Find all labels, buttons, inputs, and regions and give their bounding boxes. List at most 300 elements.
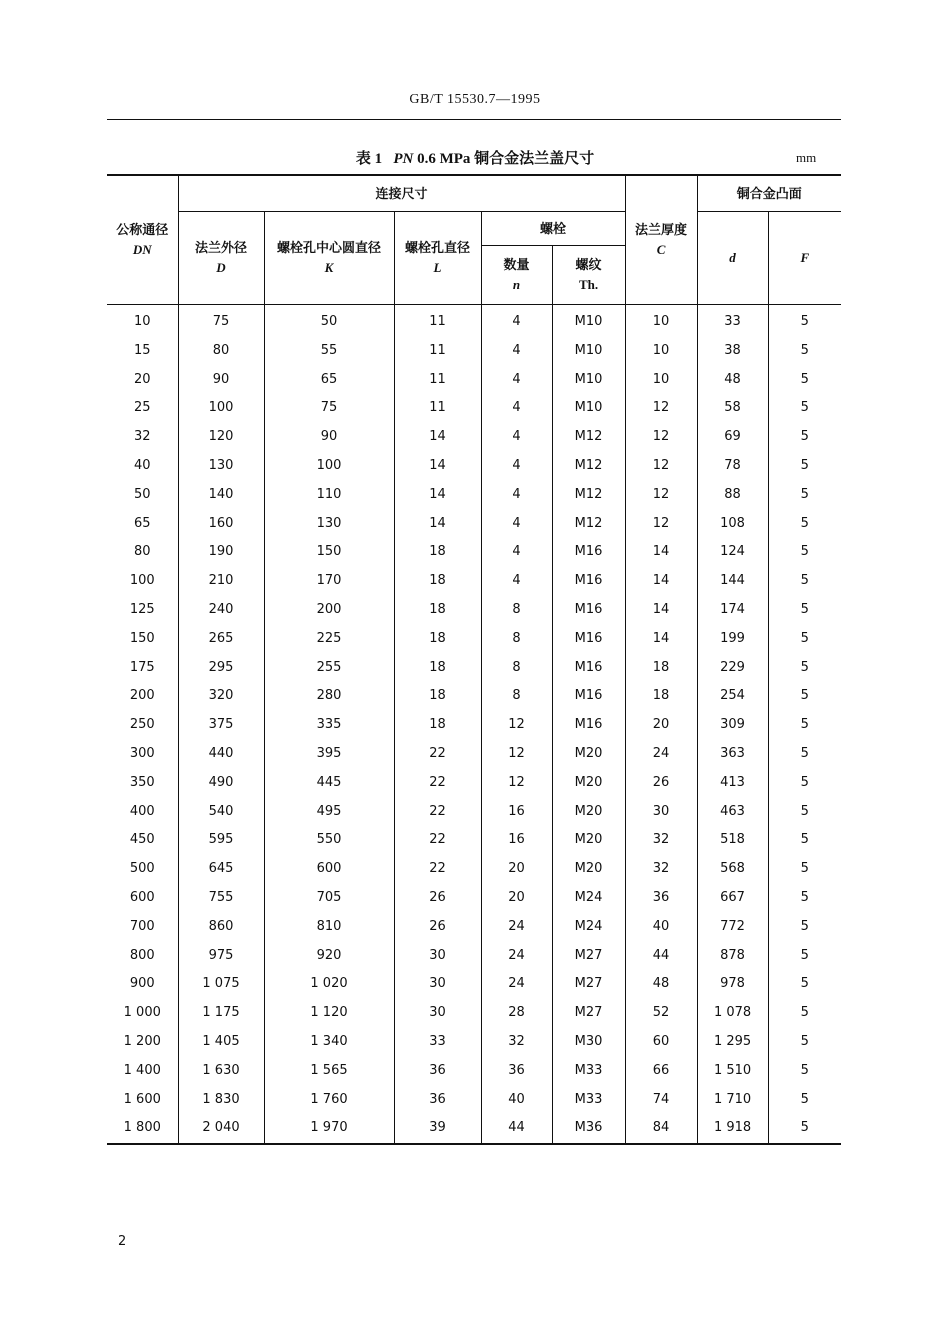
header-bolt-circle: 螺栓孔中心圆直径 K — [264, 212, 394, 305]
header-raised-face: 铜合金凸面 — [697, 175, 841, 212]
cell-bolt-count: 20 — [481, 884, 552, 913]
cell-face-f: 5 — [768, 337, 841, 366]
cell-dn: 1 800 — [107, 1114, 178, 1144]
cell-bolt-count: 4 — [481, 452, 552, 481]
cell-face-f: 5 — [768, 884, 841, 913]
table-row — [107, 682, 841, 711]
cell-face-f: 5 — [768, 740, 841, 769]
cell-dn: 1 400 — [107, 1057, 178, 1086]
cell-thickness: 26 — [625, 769, 697, 798]
cell-bolt-circle: 55 — [264, 337, 394, 366]
cell-thickness: 10 — [625, 305, 697, 337]
cell-outer-diameter: 595 — [178, 826, 264, 855]
cell-face-f: 5 — [768, 394, 841, 423]
cell-bolt-count: 8 — [481, 625, 552, 654]
cell-bolt-circle: 200 — [264, 596, 394, 625]
cell-thickness: 14 — [625, 625, 697, 654]
cell-hole-diameter: 36 — [394, 1057, 481, 1086]
cell-face-f: 5 — [768, 942, 841, 971]
cell-dn: 500 — [107, 855, 178, 884]
cell-face-d: 48 — [697, 366, 768, 395]
cell-face-d: 33 — [697, 305, 768, 337]
cell-thread: M16 — [552, 625, 625, 654]
cell-bolt-count: 16 — [481, 826, 552, 855]
cell-bolt-circle: 225 — [264, 625, 394, 654]
cell-outer-diameter: 75 — [178, 305, 264, 337]
cell-dn: 15 — [107, 337, 178, 366]
cell-thickness: 12 — [625, 510, 697, 539]
cell-thickness: 18 — [625, 654, 697, 683]
table-row — [107, 1028, 841, 1057]
header-bolt-hole-diameter: 螺栓孔直径 L — [394, 212, 481, 305]
cell-hole-diameter: 26 — [394, 913, 481, 942]
cell-dn: 125 — [107, 596, 178, 625]
cell-thread: M16 — [552, 711, 625, 740]
cell-thickness: 14 — [625, 538, 697, 567]
cell-outer-diameter: 2 040 — [178, 1114, 264, 1144]
cell-hole-diameter: 39 — [394, 1114, 481, 1144]
cell-face-f: 5 — [768, 366, 841, 395]
cell-bolt-circle: 170 — [264, 567, 394, 596]
cell-face-f: 5 — [768, 305, 841, 337]
cell-face-d: 124 — [697, 538, 768, 567]
header-nominal-diameter: 公称通径 DN — [107, 175, 178, 305]
cell-face-d: 38 — [697, 337, 768, 366]
cell-thickness: 74 — [625, 1086, 697, 1115]
table-row — [107, 769, 841, 798]
cell-dn: 100 — [107, 567, 178, 596]
cell-bolt-count: 40 — [481, 1086, 552, 1115]
cell-bolt-circle: 445 — [264, 769, 394, 798]
cell-face-d: 254 — [697, 682, 768, 711]
cell-bolt-count: 20 — [481, 855, 552, 884]
table-row — [107, 855, 841, 884]
cell-thread: M20 — [552, 740, 625, 769]
cell-thread: M12 — [552, 510, 625, 539]
cell-bolt-count: 36 — [481, 1057, 552, 1086]
cell-thickness: 10 — [625, 366, 697, 395]
header-d: d — [697, 212, 768, 305]
cell-face-f: 5 — [768, 826, 841, 855]
cell-hole-diameter: 18 — [394, 538, 481, 567]
cell-bolt-circle: 395 — [264, 740, 394, 769]
cell-hole-diameter: 30 — [394, 970, 481, 999]
cell-thickness: 48 — [625, 970, 697, 999]
cell-bolt-count: 12 — [481, 711, 552, 740]
cell-thickness: 12 — [625, 423, 697, 452]
cell-outer-diameter: 265 — [178, 625, 264, 654]
cell-bolt-circle: 705 — [264, 884, 394, 913]
cell-dn: 450 — [107, 826, 178, 855]
table-row — [107, 970, 841, 999]
cell-dn: 1 600 — [107, 1086, 178, 1115]
table-row — [107, 625, 841, 654]
cell-face-f: 5 — [768, 1028, 841, 1057]
table-row — [107, 596, 841, 625]
cell-bolt-circle: 1 120 — [264, 999, 394, 1028]
cell-face-f: 5 — [768, 1114, 841, 1144]
cell-hole-diameter: 22 — [394, 740, 481, 769]
cell-bolt-count: 28 — [481, 999, 552, 1028]
cell-bolt-count: 24 — [481, 913, 552, 942]
cell-dn: 250 — [107, 711, 178, 740]
cell-thread: M33 — [552, 1057, 625, 1086]
cell-thread: M12 — [552, 423, 625, 452]
cell-dn: 65 — [107, 510, 178, 539]
cell-face-d: 229 — [697, 654, 768, 683]
cell-outer-diameter: 755 — [178, 884, 264, 913]
cell-face-d: 1 510 — [697, 1057, 768, 1086]
cell-bolt-circle: 810 — [264, 913, 394, 942]
table-row — [107, 481, 841, 510]
cell-bolt-count: 4 — [481, 510, 552, 539]
cell-hole-diameter: 22 — [394, 798, 481, 827]
cell-face-d: 363 — [697, 740, 768, 769]
cell-face-d: 58 — [697, 394, 768, 423]
cell-outer-diameter: 1 630 — [178, 1057, 264, 1086]
cell-dn: 1 200 — [107, 1028, 178, 1057]
cell-thickness: 30 — [625, 798, 697, 827]
cell-hole-diameter: 22 — [394, 855, 481, 884]
cell-hole-diameter: 14 — [394, 423, 481, 452]
cell-face-d: 174 — [697, 596, 768, 625]
cell-thickness: 20 — [625, 711, 697, 740]
cell-outer-diameter: 320 — [178, 682, 264, 711]
cell-thread: M27 — [552, 970, 625, 999]
cell-dn: 350 — [107, 769, 178, 798]
cell-face-d: 978 — [697, 970, 768, 999]
cell-outer-diameter: 1 175 — [178, 999, 264, 1028]
cell-thickness: 12 — [625, 452, 697, 481]
cell-dn: 25 — [107, 394, 178, 423]
cell-bolt-count: 8 — [481, 682, 552, 711]
flange-dimension-table — [107, 174, 841, 1145]
cell-outer-diameter: 160 — [178, 510, 264, 539]
cell-face-f: 5 — [768, 798, 841, 827]
cell-dn: 150 — [107, 625, 178, 654]
cell-outer-diameter: 1 075 — [178, 970, 264, 999]
cell-bolt-circle: 1 970 — [264, 1114, 394, 1144]
cell-outer-diameter: 140 — [178, 481, 264, 510]
cell-thickness: 66 — [625, 1057, 697, 1086]
cell-thread: M10 — [552, 366, 625, 395]
cell-thread: M12 — [552, 481, 625, 510]
cell-bolt-count: 4 — [481, 305, 552, 337]
cell-thickness: 32 — [625, 855, 697, 884]
cell-face-d: 108 — [697, 510, 768, 539]
cell-thickness: 32 — [625, 826, 697, 855]
cell-hole-diameter: 18 — [394, 682, 481, 711]
caption-prefix: 表 1 — [355, 151, 383, 167]
cell-face-d: 518 — [697, 826, 768, 855]
cell-bolt-circle: 50 — [264, 305, 394, 337]
table-row — [107, 366, 841, 395]
cell-face-f: 5 — [768, 999, 841, 1028]
cell-outer-diameter: 130 — [178, 452, 264, 481]
cell-bolt-count: 44 — [481, 1114, 552, 1144]
header-connection-dimensions: 连接尺寸 — [178, 175, 625, 212]
cell-outer-diameter: 120 — [178, 423, 264, 452]
cell-dn: 700 — [107, 913, 178, 942]
cell-face-f: 5 — [768, 423, 841, 452]
cell-thickness: 52 — [625, 999, 697, 1028]
cell-bolt-circle: 130 — [264, 510, 394, 539]
cell-thickness: 10 — [625, 337, 697, 366]
cell-bolt-count: 8 — [481, 596, 552, 625]
cell-face-d: 144 — [697, 567, 768, 596]
cell-outer-diameter: 80 — [178, 337, 264, 366]
cell-dn: 400 — [107, 798, 178, 827]
cell-face-d: 309 — [697, 711, 768, 740]
cell-face-f: 5 — [768, 1086, 841, 1115]
table-row — [107, 423, 841, 452]
cell-hole-diameter: 30 — [394, 999, 481, 1028]
cell-outer-diameter: 210 — [178, 567, 264, 596]
header-bolt: 螺栓 — [481, 212, 625, 246]
cell-thread: M16 — [552, 682, 625, 711]
table-row — [107, 654, 841, 683]
cell-face-f: 5 — [768, 913, 841, 942]
cell-face-d: 1 078 — [697, 999, 768, 1028]
table-row — [107, 510, 841, 539]
cell-outer-diameter: 1 830 — [178, 1086, 264, 1115]
cell-thread: M12 — [552, 452, 625, 481]
cell-thread: M20 — [552, 769, 625, 798]
cell-outer-diameter: 540 — [178, 798, 264, 827]
cell-bolt-circle: 100 — [264, 452, 394, 481]
cell-hole-diameter: 18 — [394, 596, 481, 625]
cell-hole-diameter: 36 — [394, 1086, 481, 1115]
cell-outer-diameter: 975 — [178, 942, 264, 971]
cell-face-d: 88 — [697, 481, 768, 510]
cell-bolt-count: 12 — [481, 769, 552, 798]
cell-bolt-circle: 1 565 — [264, 1057, 394, 1086]
cell-face-d: 69 — [697, 423, 768, 452]
table-row — [107, 1057, 841, 1086]
cell-outer-diameter: 240 — [178, 596, 264, 625]
cell-thickness: 60 — [625, 1028, 697, 1057]
cell-face-d: 772 — [697, 913, 768, 942]
cell-bolt-circle: 1 020 — [264, 970, 394, 999]
cell-thread: M20 — [552, 798, 625, 827]
cell-thread: M24 — [552, 913, 625, 942]
cell-hole-diameter: 18 — [394, 625, 481, 654]
cell-hole-diameter: 11 — [394, 337, 481, 366]
cell-dn: 900 — [107, 970, 178, 999]
header-outer-diameter: 法兰外径 D — [178, 212, 264, 305]
cell-thickness: 40 — [625, 913, 697, 942]
cell-bolt-count: 24 — [481, 970, 552, 999]
cell-dn: 300 — [107, 740, 178, 769]
table-row — [107, 711, 841, 740]
cell-thread: M16 — [552, 596, 625, 625]
table-row — [107, 394, 841, 423]
cell-outer-diameter: 90 — [178, 366, 264, 395]
cell-hole-diameter: 26 — [394, 884, 481, 913]
table-row — [107, 538, 841, 567]
cell-thickness: 24 — [625, 740, 697, 769]
cell-bolt-circle: 550 — [264, 826, 394, 855]
cell-thread: M10 — [552, 305, 625, 337]
cell-bolt-circle: 335 — [264, 711, 394, 740]
cell-outer-diameter: 190 — [178, 538, 264, 567]
cell-hole-diameter: 14 — [394, 510, 481, 539]
cell-face-f: 5 — [768, 481, 841, 510]
cell-thread: M33 — [552, 1086, 625, 1115]
table-row — [107, 337, 841, 366]
cell-bolt-circle: 495 — [264, 798, 394, 827]
cell-thickness: 12 — [625, 394, 697, 423]
cell-hole-diameter: 11 — [394, 305, 481, 337]
cell-hole-diameter: 11 — [394, 394, 481, 423]
cell-bolt-circle: 65 — [264, 366, 394, 395]
cell-thread: M16 — [552, 538, 625, 567]
cell-bolt-circle: 75 — [264, 394, 394, 423]
cell-thickness: 44 — [625, 942, 697, 971]
cell-thickness: 18 — [625, 682, 697, 711]
table-row — [107, 913, 841, 942]
cell-thickness: 12 — [625, 481, 697, 510]
cell-thickness: 36 — [625, 884, 697, 913]
cell-bolt-count: 16 — [481, 798, 552, 827]
cell-hole-diameter: 14 — [394, 481, 481, 510]
cell-bolt-circle: 600 — [264, 855, 394, 884]
cell-thread: M24 — [552, 884, 625, 913]
cell-bolt-count: 4 — [481, 567, 552, 596]
cell-thread: M20 — [552, 855, 625, 884]
table-row — [107, 942, 841, 971]
cell-thread: M36 — [552, 1114, 625, 1144]
cell-thickness: 84 — [625, 1114, 697, 1144]
cell-hole-diameter: 30 — [394, 942, 481, 971]
cell-face-f: 5 — [768, 567, 841, 596]
cell-dn: 175 — [107, 654, 178, 683]
cell-face-f: 5 — [768, 596, 841, 625]
cell-dn: 50 — [107, 481, 178, 510]
cell-face-d: 78 — [697, 452, 768, 481]
table-row — [107, 1114, 841, 1144]
cell-hole-diameter: 18 — [394, 567, 481, 596]
cell-bolt-count: 32 — [481, 1028, 552, 1057]
cell-dn: 20 — [107, 366, 178, 395]
table-row — [107, 1086, 841, 1115]
cell-bolt-count: 4 — [481, 337, 552, 366]
header-rule — [107, 119, 841, 120]
cell-hole-diameter: 22 — [394, 826, 481, 855]
cell-thread: M16 — [552, 654, 625, 683]
cell-face-d: 463 — [697, 798, 768, 827]
table-row — [107, 798, 841, 827]
cell-dn: 40 — [107, 452, 178, 481]
cell-dn: 200 — [107, 682, 178, 711]
cell-hole-diameter: 33 — [394, 1028, 481, 1057]
cell-dn: 80 — [107, 538, 178, 567]
cell-thread: M10 — [552, 394, 625, 423]
cell-outer-diameter: 860 — [178, 913, 264, 942]
cell-bolt-count: 24 — [481, 942, 552, 971]
cell-dn: 10 — [107, 305, 178, 337]
cell-thickness: 14 — [625, 596, 697, 625]
cell-bolt-count: 4 — [481, 538, 552, 567]
cell-face-f: 5 — [768, 769, 841, 798]
cell-face-f: 5 — [768, 654, 841, 683]
cell-bolt-circle: 90 — [264, 423, 394, 452]
cell-face-d: 568 — [697, 855, 768, 884]
cell-thickness: 14 — [625, 567, 697, 596]
cell-outer-diameter: 490 — [178, 769, 264, 798]
cell-bolt-count: 8 — [481, 654, 552, 683]
cell-bolt-count: 12 — [481, 740, 552, 769]
cell-outer-diameter: 295 — [178, 654, 264, 683]
caption-text: 0.6 MPa 铜合金法兰盖尺寸 — [417, 151, 595, 167]
cell-dn: 32 — [107, 423, 178, 452]
cell-dn: 600 — [107, 884, 178, 913]
cell-bolt-circle: 1 760 — [264, 1086, 394, 1115]
cell-outer-diameter: 375 — [178, 711, 264, 740]
header-bolt-count: 数量 n — [481, 246, 552, 305]
cell-bolt-circle: 920 — [264, 942, 394, 971]
cell-hole-diameter: 14 — [394, 452, 481, 481]
cell-dn: 1 000 — [107, 999, 178, 1028]
cell-outer-diameter: 100 — [178, 394, 264, 423]
table-row — [107, 826, 841, 855]
header-thread: 螺纹 Th. — [552, 246, 625, 305]
cell-face-d: 878 — [697, 942, 768, 971]
table-row — [107, 567, 841, 596]
cell-face-f: 5 — [768, 855, 841, 884]
cell-face-d: 199 — [697, 625, 768, 654]
unit-label: mm — [796, 150, 817, 165]
cell-bolt-count: 4 — [481, 366, 552, 395]
cell-hole-diameter: 11 — [394, 366, 481, 395]
cell-face-f: 5 — [768, 625, 841, 654]
cell-bolt-circle: 255 — [264, 654, 394, 683]
cell-bolt-count: 4 — [481, 481, 552, 510]
cell-thread: M16 — [552, 567, 625, 596]
cell-face-f: 5 — [768, 452, 841, 481]
cell-thread: M10 — [552, 337, 625, 366]
cell-face-d: 413 — [697, 769, 768, 798]
cell-face-f: 5 — [768, 711, 841, 740]
cell-face-f: 5 — [768, 510, 841, 539]
table-row — [107, 884, 841, 913]
cell-bolt-circle: 150 — [264, 538, 394, 567]
cell-face-d: 1 710 — [697, 1086, 768, 1115]
cell-outer-diameter: 645 — [178, 855, 264, 884]
header-f: F — [768, 212, 841, 305]
table-row — [107, 305, 841, 337]
table-row — [107, 999, 841, 1028]
cell-face-d: 667 — [697, 884, 768, 913]
cell-bolt-count: 4 — [481, 423, 552, 452]
cell-hole-diameter: 22 — [394, 769, 481, 798]
table-row — [107, 740, 841, 769]
cell-bolt-count: 4 — [481, 394, 552, 423]
cell-outer-diameter: 440 — [178, 740, 264, 769]
cell-face-f: 5 — [768, 538, 841, 567]
cell-thread: M30 — [552, 1028, 625, 1057]
cell-thread: M20 — [552, 826, 625, 855]
header-flange-thickness: 法兰厚度 C — [625, 175, 697, 305]
cell-dn: 800 — [107, 942, 178, 971]
table-row — [107, 452, 841, 481]
cell-bolt-circle: 280 — [264, 682, 394, 711]
cell-face-f: 5 — [768, 970, 841, 999]
cell-face-d: 1 295 — [697, 1028, 768, 1057]
cell-bolt-circle: 110 — [264, 481, 394, 510]
table-body — [107, 305, 841, 1145]
standard-number: GB/T 15530.7—1995 — [409, 92, 541, 107]
